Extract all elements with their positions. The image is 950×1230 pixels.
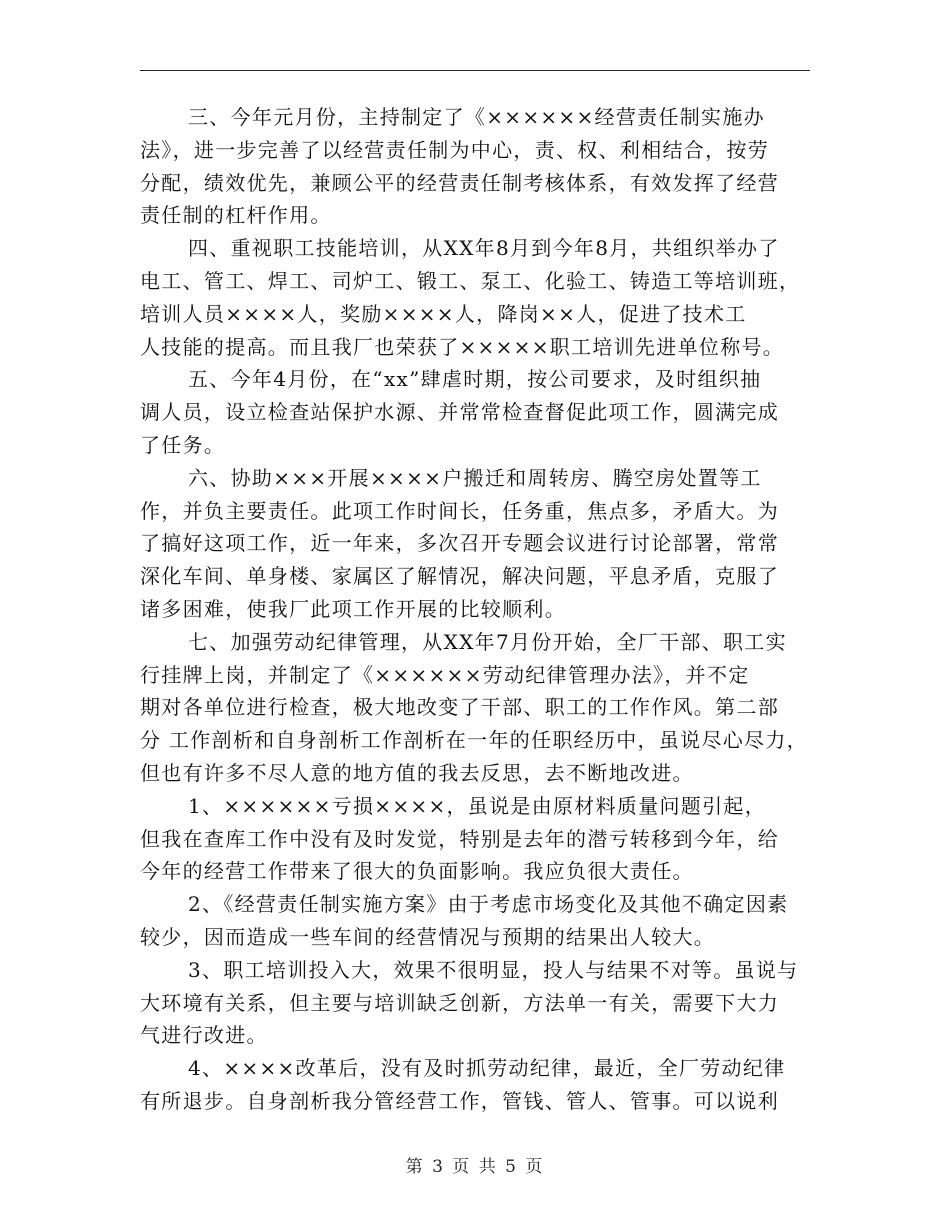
text-line: 但我在查库工作中没有及时发觉，特别是去年的潜亏转移到今年，给 xyxy=(140,826,779,851)
text-line: 了搞好这项工作，近一年来，多次召开专题会议进行讨论部署，常常 xyxy=(140,531,779,556)
text-line: 有所退步。自身剖析我分管经营工作，管钱、管人、管事。可以说利 xyxy=(140,1088,779,1113)
text-line: 三、今年元月份，主持制定了《××××××经营责任制实施办 xyxy=(188,105,765,129)
text-line: 责任制的杠杆作用。 xyxy=(140,203,332,228)
text-line: 较少，因而造成一些车间的经营情况与预期的结果出人较大。 xyxy=(140,924,716,949)
text-line: 行挂牌上岗，并制定了《××××××劳动纪律管理办法》，并不定 xyxy=(140,662,750,687)
text-line: 调人员，设立检查站保护水源、并常常检查督促此项工作，圆满完成 xyxy=(140,400,779,425)
text-line: 诸多困难，使我厂此项工作开展的比较顺利。 xyxy=(140,596,566,621)
text-line: 1、××××××亏损××××，虽说是由原材料质量问题引起， xyxy=(188,793,767,818)
text-line: 法》，进一步完善了以经营责任制为中心，责、权、利相结合，按劳 xyxy=(140,137,769,162)
text-line: 但也有许多不尽人意的地方值的我去反思，去不断地改进。 xyxy=(140,760,694,785)
text-line: 人技能的提高。而且我厂也荣获了×××××职工培训先进单位称号。 xyxy=(140,334,785,359)
text-line: 分配，绩效优先，兼顾公平的经营责任制考核体系，有效发挥了经营 xyxy=(140,170,779,195)
text-line: 3、职工培训投入大，效果不很明显，投人与结果不对等。虽说与 xyxy=(188,957,799,982)
text-line: 电工、管工、焊工、司炉工、锻工、泵工、化验工、铸造工等培训班， xyxy=(140,268,801,293)
text-line: 培训人员××××人，奖励××××人，降岗××人，促进了技术工 xyxy=(140,301,747,326)
text-line: 分 工作剖析和自身剖析工作剖析在一年的任职经历中，虽说尽心尽力， xyxy=(140,728,808,753)
text-line: 六、协助×××开展××××户搬迁和周转房、腾空房处置等工 xyxy=(188,465,762,490)
text-line: 了任务。 xyxy=(140,432,226,457)
text-line: 五、今年4月份，在“xx”肆虐时期，按公司要求，及时组织抽 xyxy=(188,367,762,392)
text-line: 四、重视职工技能培训，从XX年8月到今年8月，共组织举办了 xyxy=(188,236,780,261)
text-line: 深化车间、单身楼、家属区了解情况，解决问题，平息矛盾，克服了 xyxy=(140,564,779,589)
text-line: 大环境有关系，但主要与培训缺乏创新，方法单一有关，需要下大力 xyxy=(140,990,779,1015)
text-line: 期对各单位进行检查，极大地改变了干部、职工的工作作风。第二部 xyxy=(140,695,779,720)
text-line: 今年的经营工作带来了很大的负面影响。我应负很大责任。 xyxy=(140,859,694,884)
document-body xyxy=(140,101,820,1118)
text-line: 气进行改进。 xyxy=(140,1023,268,1048)
text-line: 作，并负主要责任。此项工作时间长，任务重，焦点多，矛盾大。为 xyxy=(140,498,779,523)
text-line: 4、××××改革后，没有及时抓劳动纪律，最近，全厂劳动纪律 xyxy=(188,1056,786,1081)
header-rule xyxy=(140,70,810,71)
page-footer: 第 3 页 共 5 页 xyxy=(405,1157,545,1177)
text-line: 2、《经营责任制实施方案》由于考虑市场变化及其他不确定因素 xyxy=(188,892,789,917)
text-line: 七、加强劳动纪律管理，从XX年7月份开始，全厂干部、职工实 xyxy=(188,629,787,654)
